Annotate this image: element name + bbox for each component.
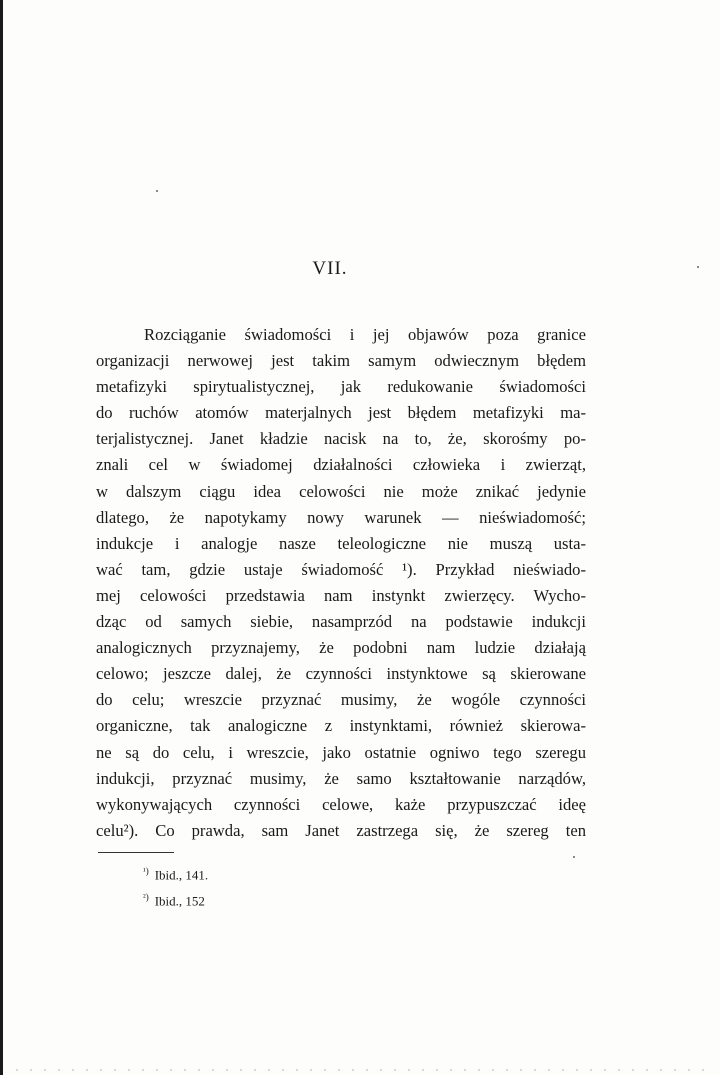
text-line: do ruchów atomów materjalnych jest błędem metafizyki ma- xyxy=(96,403,586,423)
body-text xyxy=(96,322,586,844)
text-line: organizacji nerwowej jest takim samym odwiecznym błędem xyxy=(96,351,586,371)
footnote-divider xyxy=(98,852,174,853)
scan-speck xyxy=(573,856,575,858)
page-edge xyxy=(0,0,3,1075)
text-line: dlatego, że napotykamy nowy warunek — nieświadomość; xyxy=(96,507,586,527)
text-line: indukcje i analogje nasze teleologiczne nie muszą usta- xyxy=(96,533,586,553)
text-line: wać tam, gdzie ustaje świadomość ¹). Przykład nieświado- xyxy=(96,559,586,579)
text-line: do celu; wreszcie przyznać musimy, że wogóle czynności xyxy=(96,690,586,710)
text-line: mej celowości przedstawia nam instynkt zwierzęcy. Wycho- xyxy=(96,585,586,605)
text-line: indukcji, przyznać musimy, że samo kształtowanie narządów, xyxy=(96,768,586,788)
chapter-heading: VII. xyxy=(312,258,348,279)
text-line: organiczne, tak analogiczne z instynktami, również skierowa- xyxy=(96,716,586,736)
text-line: dząc od samych siebie, nasamprzód na podstawie indukcji xyxy=(96,612,586,632)
text-line: terjalistycznej. Janet kładzie nacisk na to, że, skorośmy po- xyxy=(96,429,586,449)
text-line: znali cel w świadomej działalności człowieka i zwierząt, xyxy=(96,455,586,475)
scan-noise xyxy=(10,1069,710,1071)
text-line: w dalszym ciągu idea celowości nie może znikać jedynie xyxy=(96,481,586,501)
scan-speck xyxy=(156,190,158,192)
footnote-mark: ²) xyxy=(143,892,149,903)
footnote-text: Ibid., 152 xyxy=(154,893,205,909)
text-line: celu²). Co prawda, sam Janet zastrzega się, że szereg ten xyxy=(96,820,586,840)
footnote-2 xyxy=(143,886,208,912)
text-line: ne są do celu, i wreszcie, jako ostatnie ogniwo tego szeregu xyxy=(96,742,586,762)
footnote-1 xyxy=(143,860,208,886)
text-line: metafizyki spirytualistycznej, jak redukowanie świadomości xyxy=(96,377,586,397)
text-line: Rozciąganie świadomości i jej objawów poza granice xyxy=(144,325,586,344)
footnote-text: Ibid., 141. xyxy=(154,867,209,883)
text-line: wykonywających czynności celowe, każe przypuszczać ideę xyxy=(96,794,586,814)
scan-speck xyxy=(697,266,699,268)
text-line: celowo; jeszcze dalej, że czynności instynktowe są skierowane xyxy=(96,664,586,684)
footnotes xyxy=(143,860,208,913)
footnote-mark: ¹) xyxy=(143,866,149,876)
text-line: analogicznych przyznajemy, że podobni nam ludzie działają xyxy=(96,638,586,658)
